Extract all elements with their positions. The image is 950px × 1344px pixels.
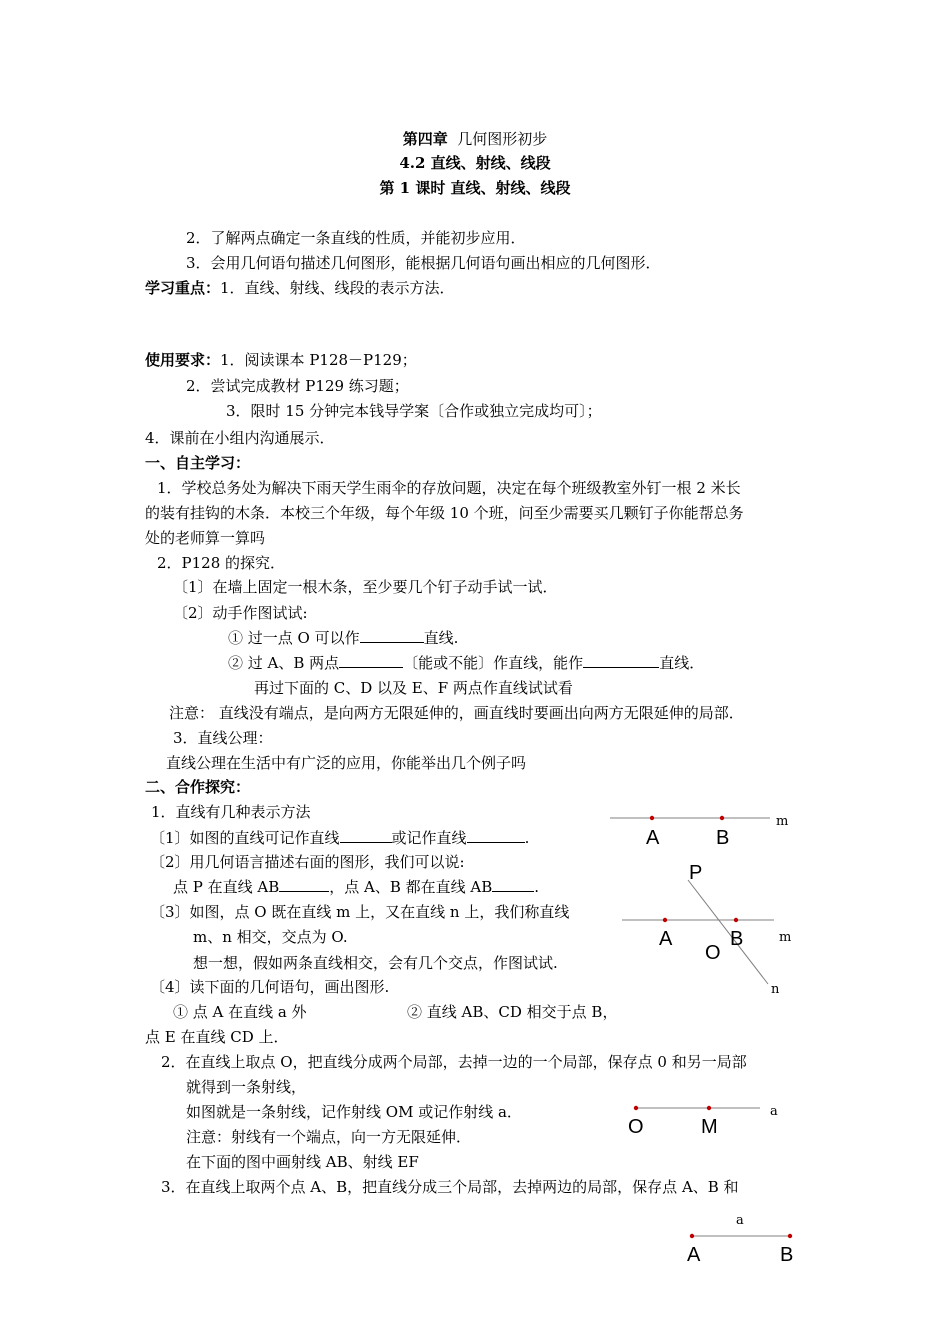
fig3-label-a: a bbox=[770, 1104, 778, 1119]
fig3-label-o: O bbox=[628, 1116, 644, 1138]
usage-label: 使用要求： bbox=[145, 351, 221, 369]
fig4-label-a: A bbox=[687, 1244, 701, 1266]
chapter-name: 几何图形初步 bbox=[457, 130, 548, 148]
goal-2: 2．了解两点确定一条直线的性质，并能初步应用． bbox=[186, 229, 526, 247]
fig2-label-m: m bbox=[779, 930, 792, 945]
part1-q1-line3: 处的老师算一算吗 bbox=[145, 529, 266, 547]
fig4-point-a bbox=[690, 1234, 694, 1238]
part1-q2-1: 〔1〕在墙上固定一根木条，至少要几个钉子动手试一试． bbox=[173, 578, 558, 596]
chapter-label: 第四章 bbox=[402, 130, 448, 148]
usage-req-3: 3．限时 15 分钟完本钱导学案〔合作或独立完成均可〕； bbox=[226, 402, 602, 420]
fig4-label-a-lower: a bbox=[736, 1213, 744, 1228]
fig3-point-m bbox=[707, 1106, 711, 1110]
goal-3: 3．会用几何语句描述几何图形，能根据几何语句画出相应的几何图形． bbox=[186, 254, 661, 272]
fig2-label-o: O bbox=[705, 942, 721, 964]
p1-2b-pre: 点 P 在直线 AB bbox=[173, 878, 280, 896]
figure-segment-ab bbox=[687, 1213, 793, 1266]
line-n bbox=[688, 880, 768, 984]
part2-p1-4c: 点 E 在直线 CD 上． bbox=[145, 1028, 289, 1046]
part1-q2-2: 〔2〕动手作图试试: bbox=[173, 604, 308, 622]
point-b bbox=[720, 816, 724, 820]
part2-p1: 1．直线有几种表示方法 bbox=[151, 803, 311, 821]
figure-intersecting-lines bbox=[622, 862, 791, 997]
fig2-label-a: A bbox=[659, 928, 673, 950]
part2-p1-3: 〔3〕如图，点 O 既在直线 m 上，又在直线 n 上，我们称直线 bbox=[150, 903, 570, 921]
p1-2b-mid: ，点 A、B 都在直线 AB bbox=[329, 878, 493, 896]
q2-2b-mid: 〔能或不能〕作直线，能作 bbox=[403, 654, 584, 672]
part2-p1-3b: m、n 相交，交点为 O. bbox=[193, 928, 348, 946]
part2-p1-3c: 想一想，假如两条直线相交，会有几个交点，作图试试. bbox=[193, 954, 558, 972]
part1-heading: 一、自主学习： bbox=[145, 454, 251, 472]
part2-p1-4a: ① 点 A 在直线 a 外 bbox=[173, 1003, 307, 1021]
part1-q2: 2．P128 的探究． bbox=[157, 554, 286, 572]
fig2-label-p: P bbox=[689, 862, 703, 884]
figure-line-ab bbox=[610, 814, 788, 849]
part2-p1-4b: ② 直线 AB、CD 相交于点 B， bbox=[407, 1003, 618, 1021]
section-title: 4.2 直线、射线、线段 bbox=[399, 154, 551, 172]
usage-req-4: 4．课前在小组内沟通展示． bbox=[145, 429, 335, 447]
part2-p2-line1: 2．在直线上取点 O，把直线分成两个局部，去掉一边的一个局部，保存点 0 和另一局部 bbox=[161, 1053, 747, 1071]
p1-1-post: . bbox=[524, 829, 530, 847]
key-point-label: 学习重点： bbox=[145, 279, 221, 297]
usage-r1: 1．阅读课本 P128－P129； bbox=[220, 351, 417, 369]
part2-p3-line1: 3．在直线上取两个点 A、B，把直线分成三个局部，去掉两边的局部，保存点 A、B 和 bbox=[161, 1178, 739, 1196]
q2-2b-pre: ② 过 A、B 两点 bbox=[228, 654, 340, 672]
q2-2b-post: 直线． bbox=[659, 654, 705, 672]
fig3-point-o bbox=[634, 1106, 638, 1110]
part1-note: 注意： 直线没有端点，是向两方无限延伸的，画直线时要画出向两方无限延伸的局部． bbox=[169, 704, 744, 722]
part2-p1-2: 〔2〕用几何语言描述右面的图形，我们可以说: bbox=[150, 853, 465, 871]
key-point-text: 1．直线、射线、线段的表示方法． bbox=[220, 279, 455, 297]
part2-p1-4: 〔4〕读下面的几何语句，画出图形. bbox=[150, 978, 390, 996]
fig1-label-a: A bbox=[646, 827, 660, 849]
p1-1-pre: 〔1〕如图的直线可记作直线 bbox=[150, 829, 340, 847]
fig2-label-b: B bbox=[730, 928, 744, 950]
part1-q1-line2: 的装有挂钩的木条．本校三个年级，每个年级 10 个班，问至少需要买几颗钉子你能帮总务 bbox=[145, 504, 744, 522]
p1-1-mid: 或记作直线 bbox=[391, 829, 467, 847]
usage-req-2: 2．尝试完成教材 P129 练习题； bbox=[186, 377, 409, 395]
p1-2b-post: . bbox=[534, 878, 540, 896]
fig2-point-b bbox=[734, 918, 738, 922]
part2-p2-line2: 就得到一条射线， bbox=[186, 1078, 307, 1096]
fig2-point-a bbox=[663, 918, 667, 922]
fig1-label-b: B bbox=[716, 827, 730, 849]
fig4-point-b bbox=[788, 1234, 792, 1238]
part2-p2-line3: 如图就是一条射线，记作射线 OM 或记作射线 a． bbox=[186, 1103, 522, 1121]
fig1-label-m: m bbox=[776, 814, 789, 829]
fig2-label-n: n bbox=[771, 982, 780, 997]
q2-2a-pre: ① 过一点 O 可以作 bbox=[228, 629, 360, 647]
lesson-title: 第 1 课时 直线、射线、线段 bbox=[379, 179, 571, 197]
point-a bbox=[650, 816, 654, 820]
part2-p2-task: 在下面的图中画射线 AB、射线 EF bbox=[186, 1153, 419, 1171]
part1-q3-text: 直线公理在生活中有广泛的应用，你能举出几个例子吗 bbox=[166, 754, 527, 772]
part1-q1-line1: 1．学校总务处为解决下雨天学生雨伞的存放问题，决定在每个班级教室外钉一根 2 米长 bbox=[157, 479, 741, 497]
figure-ray-om bbox=[628, 1104, 778, 1138]
part1-q2-2c: 再过下面的 C、D 以及 E、F 两点作直线试试看 bbox=[254, 679, 573, 697]
part1-q3: 3．直线公理： bbox=[173, 729, 273, 747]
fig4-label-b: B bbox=[780, 1244, 794, 1266]
part2-p2-note: 注意：射线有一个端点，向一方无限延伸． bbox=[186, 1128, 472, 1146]
fig3-label-m: M bbox=[701, 1116, 718, 1138]
q2-2a-post: 直线. bbox=[423, 629, 459, 647]
part2-heading: 二、合作探究： bbox=[145, 778, 251, 796]
